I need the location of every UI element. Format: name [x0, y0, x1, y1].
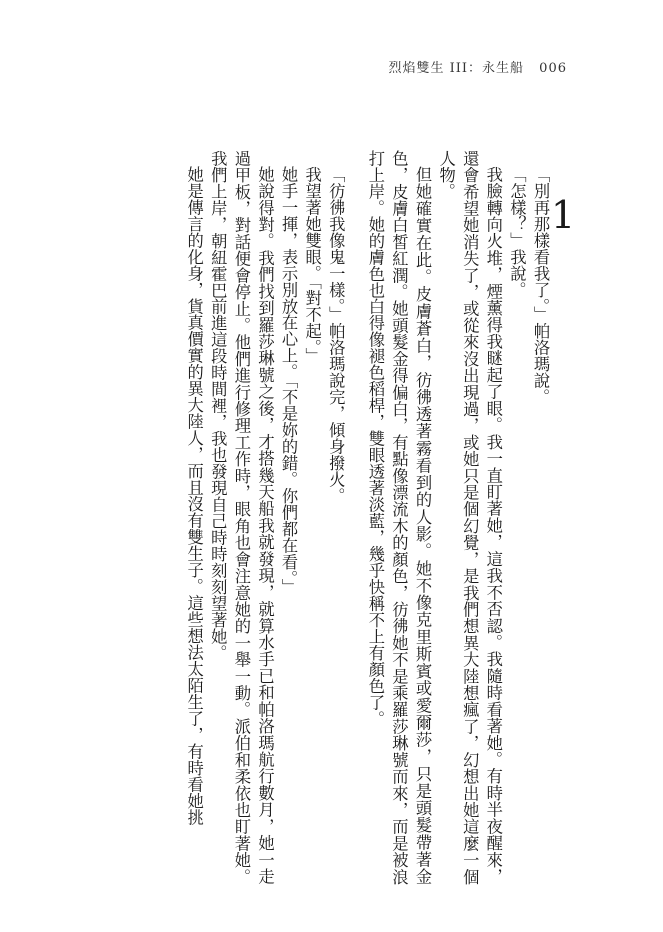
paragraph: 「別再那樣看我了。」帕洛瑪說。 — [531, 166, 550, 406]
paragraph: 她是傳言的化身，貨真價實的異大陸人，而且沒有雙生子。這些想法太陌生了，有時看她挑 — [184, 166, 204, 826]
paragraph: 我臉轉向火堆，煙薰得我瞇起了眼。我一直盯著她，這我不否認。我隨時看著她。有時半夜醒來，還會希望她消失了，或從來沒出現過，或她只是個幻覺，是我們想異大陸想瘋了，幻想出她這麼一個人物。 — [436, 150, 503, 885]
running-header — [388, 57, 567, 76]
paragraph: 她手一揮，表示別放在心上。「不是妳的錯。你們都在看。」 — [279, 166, 299, 596]
text-body — [90, 150, 552, 885]
book-title: 烈焰雙生 III：永生船 — [388, 61, 525, 76]
paragraph: 「怎樣？」我說。 — [507, 166, 527, 299]
paragraph: 但她確實在此。皮膚蒼白，彷彿透著霧看到的人影。她不像克里斯賓或愛爾莎，只是頭髮帶著金色，皮膚白皙紅潤。她頭髮金得偏白，有點像漂流木的顏色，彷彿她不是乘羅莎琳號而來，而是被浪打上岸。她的膚色也白得像褪色稻桿，雙眼透著淡藍，幾乎快稱不上有顏色了。 — [365, 150, 433, 885]
paragraph: 我望著她雙眼。「對不起。」 — [302, 166, 322, 365]
page-number: 006 — [539, 61, 567, 76]
chapter-number: 1 — [551, 193, 576, 237]
paragraph: 她說得對。我們找到羅莎琳號之後，才搭幾天船我就發現，就算水手已和帕洛瑪航行數月，她一走過甲板，對話便會停止。他們進行修理工作時，眼角也會注意她的一舉一動。派伯和柔依也盯著她。我們上岸，朝紐霍巴前進這段時間裡，我也發現自己時時刻刻望著她。 — [208, 150, 275, 885]
paragraph: 「彷彿我像鬼一樣。」帕洛瑪說完，傾身撥火。 — [326, 166, 346, 505]
